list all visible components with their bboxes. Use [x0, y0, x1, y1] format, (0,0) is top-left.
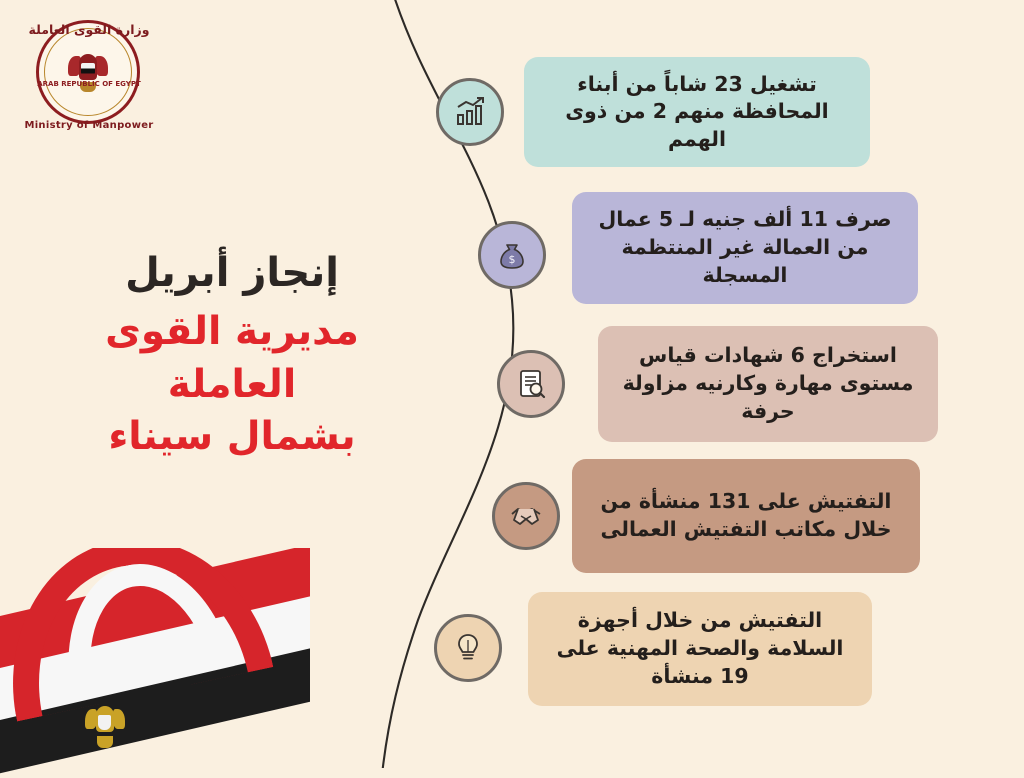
logo-arabic-text: وزارة القوى العاملة	[28, 22, 150, 37]
timeline-card-4	[572, 459, 920, 573]
money-bag-icon	[495, 238, 529, 272]
timeline-node-2[interactable]	[478, 221, 546, 289]
egypt-flag-graphic	[0, 548, 310, 778]
timeline-card-4-text: التفتيش على 131 منشأة من خلال مكاتب التفتيش العمالى	[600, 489, 892, 541]
timeline-card-3	[598, 326, 938, 442]
logo-english-text: Ministry of Manpower	[24, 120, 154, 131]
svg-text:$: $	[508, 253, 516, 266]
title-line-1: إنجاز أبريل	[125, 250, 339, 296]
timeline-card-5	[528, 592, 872, 706]
timeline-card-2-text: صرف 11 ألف جنيه لـ 5 عمال من العمالة غير المنتظمة المسجلة	[598, 207, 892, 287]
title-line-3: بشمال سيناء	[108, 414, 356, 460]
title-line-2: مديرية القوى العاملة	[105, 309, 359, 407]
timeline-card-2	[572, 192, 918, 304]
lightbulb-icon	[451, 631, 485, 665]
timeline-node-5[interactable]	[434, 614, 502, 682]
handshake-icon	[508, 498, 544, 534]
document-search-icon	[514, 367, 548, 401]
timeline-node-4[interactable]	[492, 482, 560, 550]
flag-eagle-icon	[85, 704, 125, 750]
page-title	[60, 250, 404, 464]
timeline-card-5-text: التفتيش من خلال أجهزة السلامة والصحة المهنية على 19 منشأة	[556, 608, 844, 688]
timeline-card-1	[524, 57, 870, 167]
timeline-card-3-text: استخراج 6 شهادات قياس مستوى مهارة وكارنيه مزاولة حرفة	[622, 343, 914, 423]
timeline-node-1[interactable]	[436, 78, 504, 146]
logo-sub-text: ARAB REPUBLIC OF EGYPT	[37, 80, 141, 88]
ministry-logo	[22, 14, 156, 138]
timeline-card-1-text: تشغيل 23 شاباً من أبناء المحافظة منهم 2 من ذوى الهمم	[565, 71, 829, 151]
bar-chart-growth-icon	[453, 95, 487, 129]
timeline-node-3[interactable]	[497, 350, 565, 418]
